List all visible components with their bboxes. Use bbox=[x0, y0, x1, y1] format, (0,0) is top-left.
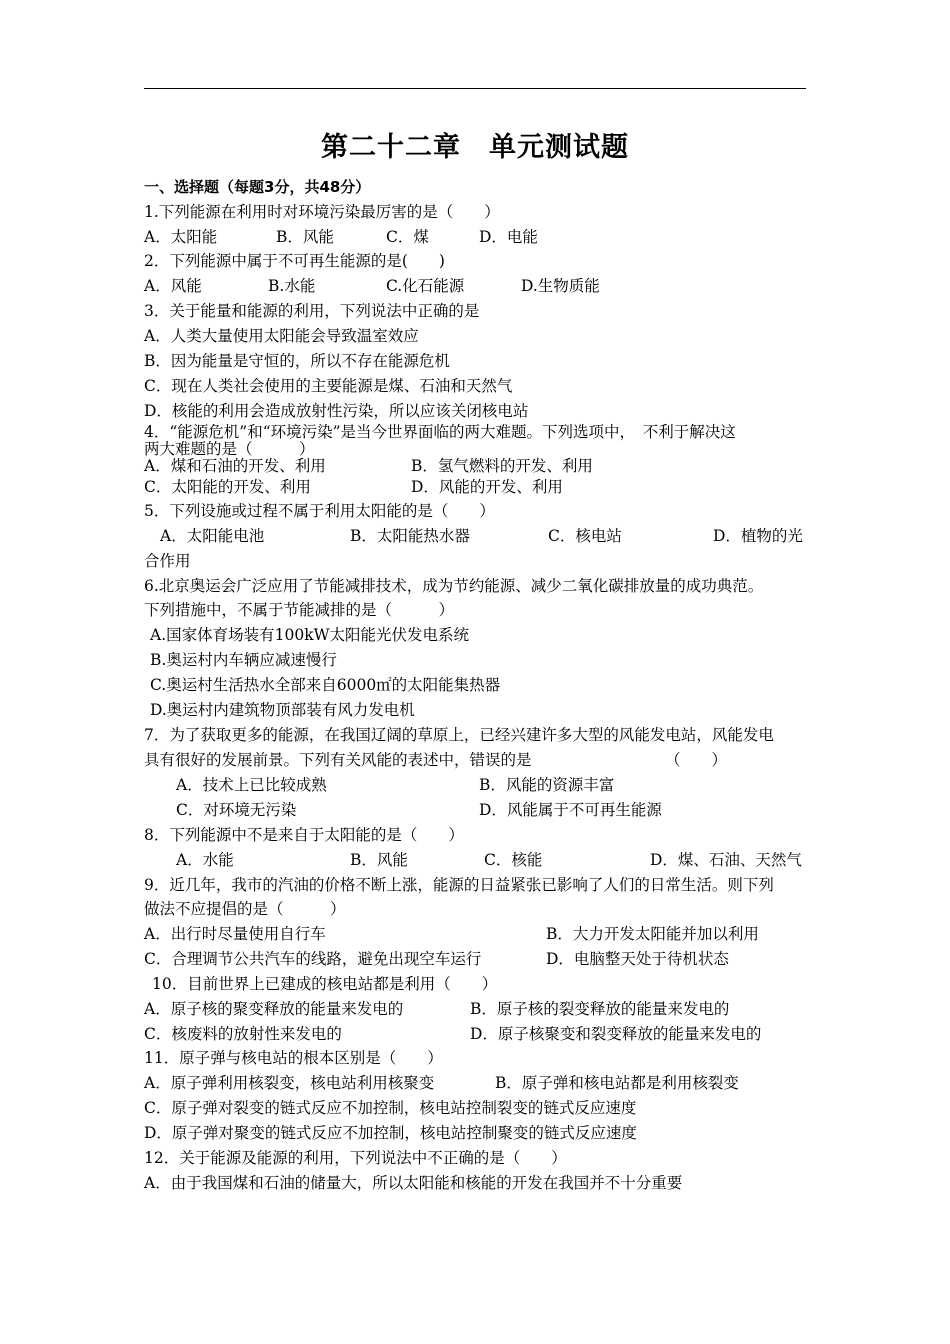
q9-option-b: B．大力开发太阳能并加以利用 bbox=[546, 925, 759, 943]
q2-option-c: C.化石能源 bbox=[386, 277, 465, 295]
q5-option-d-continued: 合作用 bbox=[144, 552, 191, 570]
q4-stem-line2: 两大难题的是（ ） bbox=[144, 440, 315, 458]
q2-option-a: A．风能 bbox=[144, 277, 202, 295]
q10-option-c: C．核废料的放射性来发电的 bbox=[144, 1025, 342, 1043]
q1-option-a: A．太阳能 bbox=[144, 228, 218, 246]
q2-stem: 2．下列能源中属于不可再生能源的是( ) bbox=[144, 252, 445, 270]
q7-option-c: C．对环境无污染 bbox=[176, 801, 297, 819]
q4-option-a: A．煤和石油的开发、利用 bbox=[144, 457, 326, 475]
q8-option-c: C．核能 bbox=[484, 851, 543, 869]
q9-stem-line2: 做法不应提倡的是（ ） bbox=[144, 900, 346, 918]
q9-stem-line1: 9．近几年，我市的汽油的价格不断上涨，能源的日益紧张已影响了人们的日常生活。则下列 bbox=[144, 876, 774, 894]
q7-stem-line2: 具有很好的发展前景。下列有关风能的表述中，错误的是 bbox=[144, 751, 532, 769]
q7-answer-bracket: （ ） bbox=[665, 751, 728, 769]
q6-option-a: A.国家体育场装有100kW太阳能光伏发电系统 bbox=[150, 626, 470, 644]
q9-option-d: D．电脑整天处于待机状态 bbox=[546, 950, 729, 968]
q10-stem: 10．目前世界上已建成的核电站都是利用（ ） bbox=[152, 975, 498, 993]
q12-option-a: A．由于我国煤和石油的储量大，所以太阳能和核能的开发在我国并不十分重要 bbox=[144, 1174, 683, 1192]
q5-option-d: D．植物的光 bbox=[713, 527, 803, 545]
q10-option-a: A．原子核的聚变释放的能量来发电的 bbox=[144, 1000, 404, 1018]
q12-stem: 12．关于能源及能源的利用，下列说法中不正确的是（ ） bbox=[144, 1149, 567, 1167]
q5-stem: 5．下列设施或过程不属于利用太阳能的是（ ） bbox=[144, 502, 495, 520]
q8-stem: 8．下列能源中不是来自于太阳能的是（ ） bbox=[144, 826, 464, 844]
q6-stem-line2: 下列措施中，不属于节能减排的是（ ） bbox=[144, 601, 455, 619]
q4-stem-line1: 4．“能源危机”和“环境污染”是当今世界面临的两大难题。下列选项中， 不利于解决这 bbox=[144, 423, 736, 441]
q8-option-a: A．水能 bbox=[176, 851, 234, 869]
q11-option-a: A．原子弹利用核裂变，核电站利用核聚变 bbox=[144, 1074, 435, 1092]
q7-option-d: D．风能属于不可再生能源 bbox=[479, 801, 662, 819]
q1-stem: 1.下列能源在利用时对环境污染最厉害的是（ ） bbox=[144, 203, 500, 221]
page-title: 第二十二章 单元测试题 bbox=[321, 132, 629, 163]
q3-option-c: C．现在人类社会使用的主要能源是煤、石油和天然气 bbox=[144, 377, 513, 395]
header-rule bbox=[144, 88, 806, 89]
q8-option-d: D．煤、石油、天然气 bbox=[650, 851, 802, 869]
q3-option-a: A．人类大量使用太阳能会导致温室效应 bbox=[144, 327, 419, 345]
q3-option-d: D．核能的利用会造成放射性污染，所以应该关闭核电站 bbox=[144, 402, 529, 420]
q1-option-b: B．风能 bbox=[276, 228, 334, 246]
q8-option-b: B．风能 bbox=[350, 851, 408, 869]
q11-option-b: B．原子弹和核电站都是利用核裂变 bbox=[495, 1074, 739, 1092]
q11-stem: 11．原子弹与核电站的根本区别是（ ） bbox=[144, 1049, 443, 1067]
q2-option-b: B.水能 bbox=[268, 277, 316, 295]
q5-option-b: B．太阳能热水器 bbox=[350, 527, 470, 545]
q3-stem: 3．关于能量和能源的利用，下列说法中正确的是 bbox=[144, 302, 480, 320]
q11-option-d: D．原子弹对聚变的链式反应不加控制，核电站控制聚变的链式反应速度 bbox=[144, 1124, 637, 1142]
q4-option-b: B．氢气燃料的开发、利用 bbox=[411, 457, 593, 475]
q7-stem-line1: 7．为了获取更多的能源，在我国辽阔的草原上，已经兴建许多大型的风能发电站，风能发电 bbox=[144, 726, 774, 744]
q10-option-b: B．原子核的裂变释放的能量来发电的 bbox=[470, 1000, 730, 1018]
q5-option-a: A．太阳能电池 bbox=[160, 527, 265, 545]
q4-option-d: D．风能的开发、利用 bbox=[411, 478, 563, 496]
q5-option-c: C．核电站 bbox=[548, 527, 622, 545]
section-heading: 一、选择题（每题3分，共48分） bbox=[144, 178, 371, 196]
q7-option-b: B．风能的资源丰富 bbox=[479, 776, 615, 794]
q1-option-c: C．煤 bbox=[386, 228, 429, 246]
q6-option-b: B.奥运村内车辆应减速慢行 bbox=[150, 651, 337, 669]
q6-option-c: C.奥运村生活热水全部来自6000㎡的太阳能集热器 bbox=[150, 676, 501, 694]
q11-option-c: C．原子弹对裂变的链式反应不加控制，核电站控制裂变的链式反应速度 bbox=[144, 1099, 637, 1117]
q3-option-b: B．因为能量是守恒的，所以不存在能源危机 bbox=[144, 352, 450, 370]
q6-option-d: D.奥运村内建筑物顶部装有风力发电机 bbox=[150, 701, 415, 719]
q7-option-a: A．技术上已比较成熟 bbox=[176, 776, 327, 794]
q1-option-d: D．电能 bbox=[479, 228, 538, 246]
q9-option-a: A．出行时尽量使用自行车 bbox=[144, 925, 326, 943]
q6-stem-line1: 6.北京奥运会广泛应用了节能减排技术，成为节约能源、减少二氧化碳排放量的成功典范。 bbox=[144, 577, 764, 595]
q10-option-d: D．原子核聚变和裂变释放的能量来发电的 bbox=[470, 1025, 762, 1043]
q2-option-d: D.生物质能 bbox=[521, 277, 600, 295]
q9-option-c: C．合理调节公共汽车的线路，避免出现空车运行 bbox=[144, 950, 482, 968]
q4-option-c: C．太阳能的开发、利用 bbox=[144, 478, 311, 496]
